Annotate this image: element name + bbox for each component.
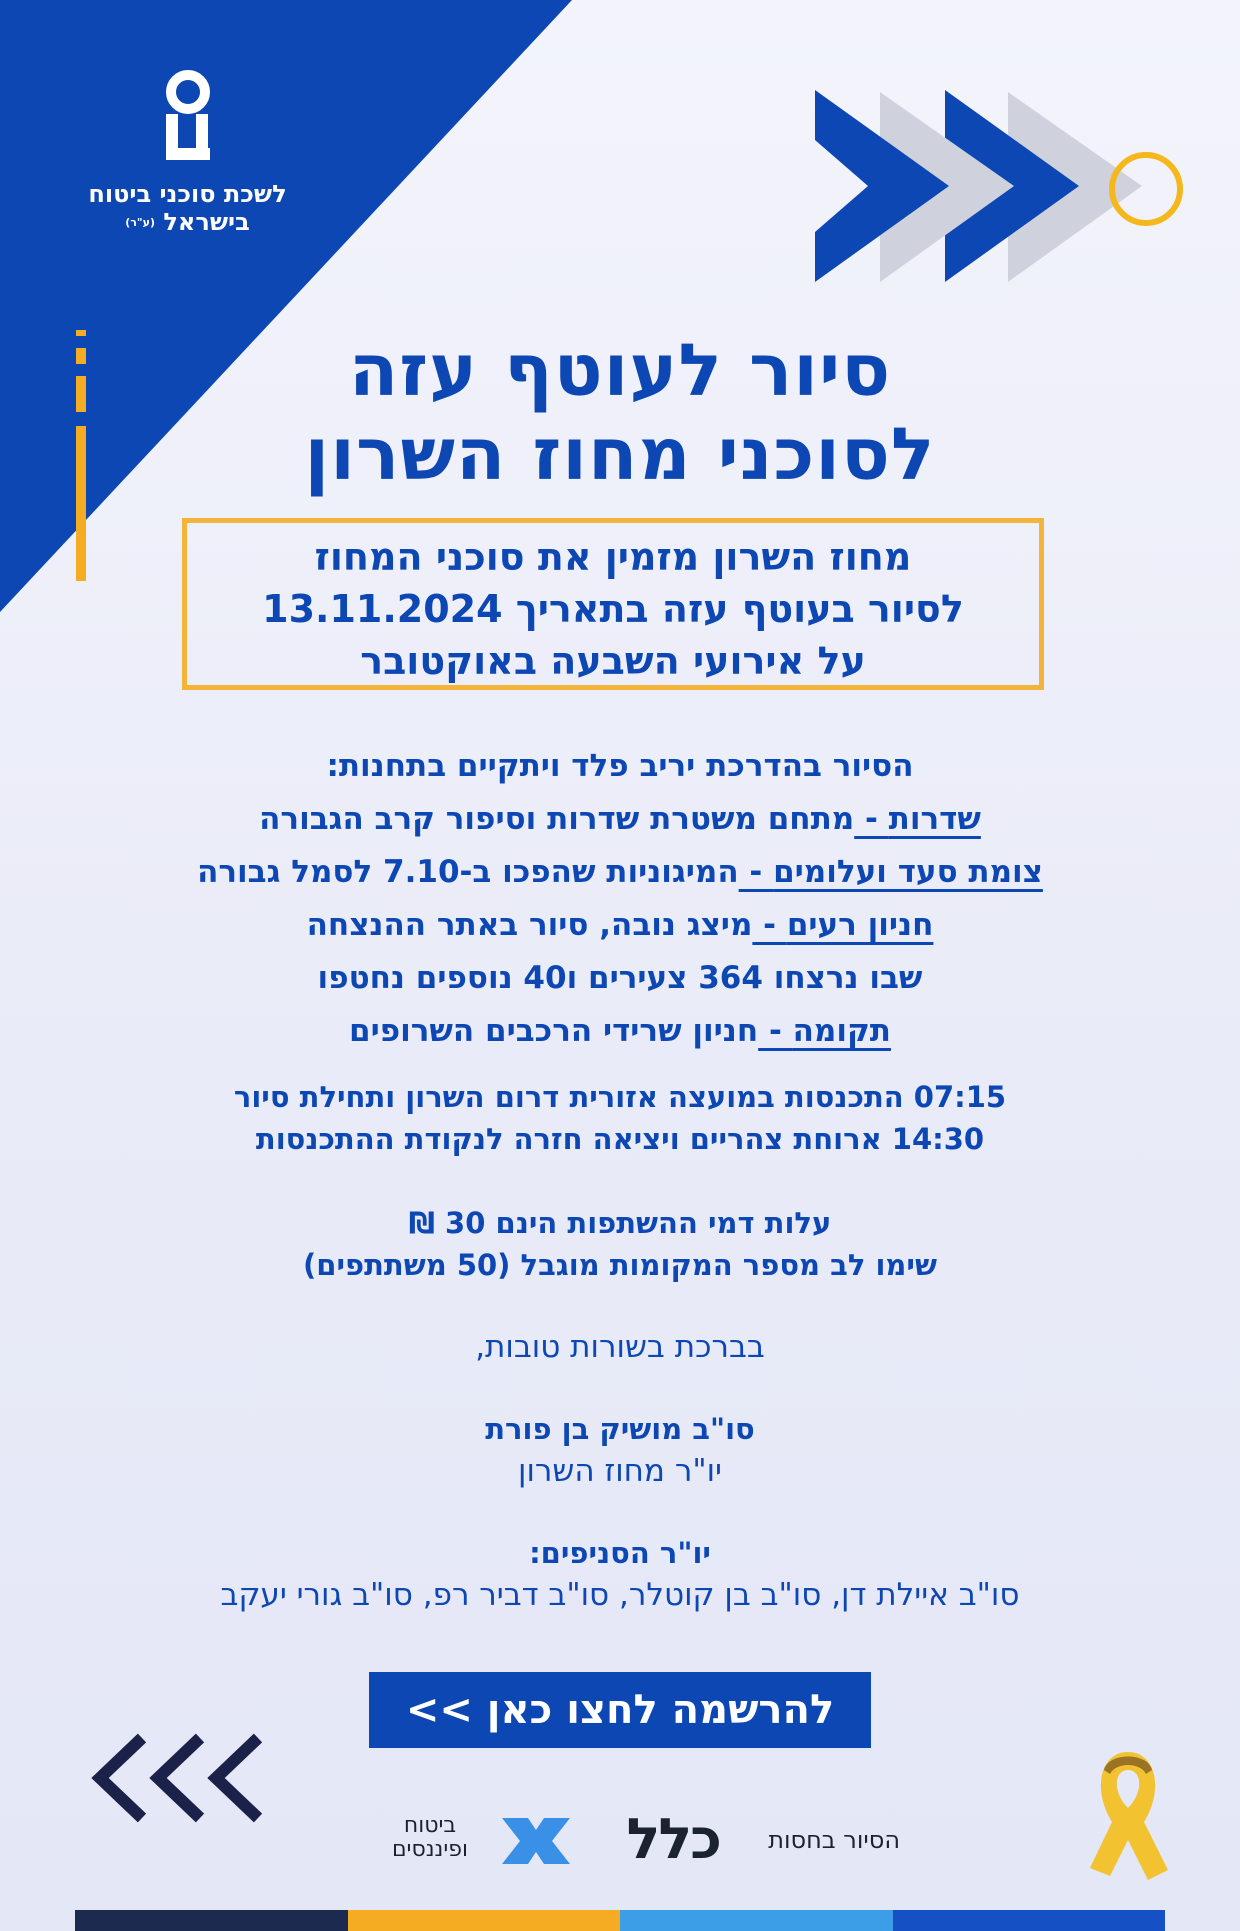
branches-names: סו"ב איילת דן, סו"ב בן קוטלר, סו"ב דביר רפ, סו"ב גורי יעקב [220,1577,1020,1613]
logo-mark-icon [148,70,228,180]
sponsor-subtitle-line2: ופיננסים [391,1837,469,1862]
register-button[interactable]: להרשמה לחצו כאן >> [369,1672,871,1748]
sponsor-brand-name: כלל [626,1807,720,1872]
station-row [120,899,1120,952]
sponsor-subtitle [370,1814,490,1862]
logo-text-line1: לשכת סוכני ביטוח [88,180,287,208]
sponsor-subtitle-line1: ביטוח [403,1813,457,1838]
station-name: חניון רעים - [752,907,934,943]
page-title [160,328,1080,496]
cost-line2: שימו לב מספר המקומות מוגבל (50 משתתפים) [303,1248,937,1282]
sponsor-logo-icon [502,1818,570,1864]
signer-name: סו"ב מושיק בן פורת [485,1412,755,1446]
sponsor [370,1807,900,1872]
greeting [120,1326,1120,1368]
yellow-dash [76,376,86,412]
station-name: צומת סעד ועלומים - [738,854,1043,890]
station-desc: מיצג נובה, סיור באתר ההנצחה [306,907,753,943]
station-desc: חניון שרידי הרכבים השרופים [349,1013,759,1049]
sponsor-label: הסיור בחסות [768,1826,900,1854]
branches-section [120,1532,1120,1616]
cost-line1: עלות דמי ההשתפות הינם 30 ₪ [408,1206,832,1240]
yellow-dash [76,426,86,581]
bar-segment [75,1910,348,1931]
bar-segment [893,1910,1166,1931]
logo-text-line2 [70,208,305,237]
station-row [120,952,1120,1005]
stations-heading: הסיור בהדרכת יריב פלד ויתקיים בתחנות: [326,748,914,784]
schedule-section [120,1076,1120,1160]
title-line2: לסוכני מחוז השרון [304,412,936,496]
yellow-ribbon-icon [1090,1752,1168,1880]
station-name: שדרות - [854,801,981,837]
station-desc: המיגוניות שהפכו ב-7.10 לסמל גבורה [197,854,739,890]
yellow-dash [76,348,86,364]
cost-section [120,1202,1120,1286]
invitation-line1: מחוז השרון מזמין את סוכני המחוז [314,535,912,579]
greeting-text: בברכת בשורות טובות, [475,1329,765,1365]
logo-text-line2-word: בישראל [163,208,250,236]
signer-section [120,1408,1120,1492]
schedule-line1: 07:15 התכנסות במועצה אזורית דרום השרון ותחילת סיור [233,1080,1007,1114]
title-line1: סיור לעוטף עזה [348,328,892,412]
bar-segment [348,1910,621,1931]
station-row [120,1005,1120,1058]
signer-role: יו"ר מחוז השרון [518,1453,722,1489]
station-row [120,793,1120,846]
organization-logo [70,70,305,237]
invitation-box [182,518,1044,690]
schedule-line2: 14:30 ארוחת צהריים ויציאה חזרה לנקודת ההתכנסות [255,1122,985,1156]
branches-heading: יו"ר הסניפים: [529,1536,711,1570]
chevrons-top-right-icon [815,90,1142,282]
station-desc: מתחם משטרת שדרות וסיפור קרב הגבורה [259,801,855,837]
logo-registered-mark: (ע"ר) [125,216,156,229]
chevrons-bottom-left-icon [100,1738,258,1818]
invitation-line2: לסיור בעוטף עזה בתאריך 13.11.2024 [262,587,964,631]
station-name: תקומה - [758,1013,891,1049]
station-desc: שבו נרצחו 364 צעירים ו40 נוספים נחטפו [317,960,923,996]
station-row [120,846,1120,899]
stations-section [120,740,1120,1058]
invitation-line3: על אירועי השבעה באוקטובר [360,639,866,683]
yellow-dash [76,330,86,336]
bottom-color-bar [75,1910,1165,1931]
bar-segment [620,1910,893,1931]
